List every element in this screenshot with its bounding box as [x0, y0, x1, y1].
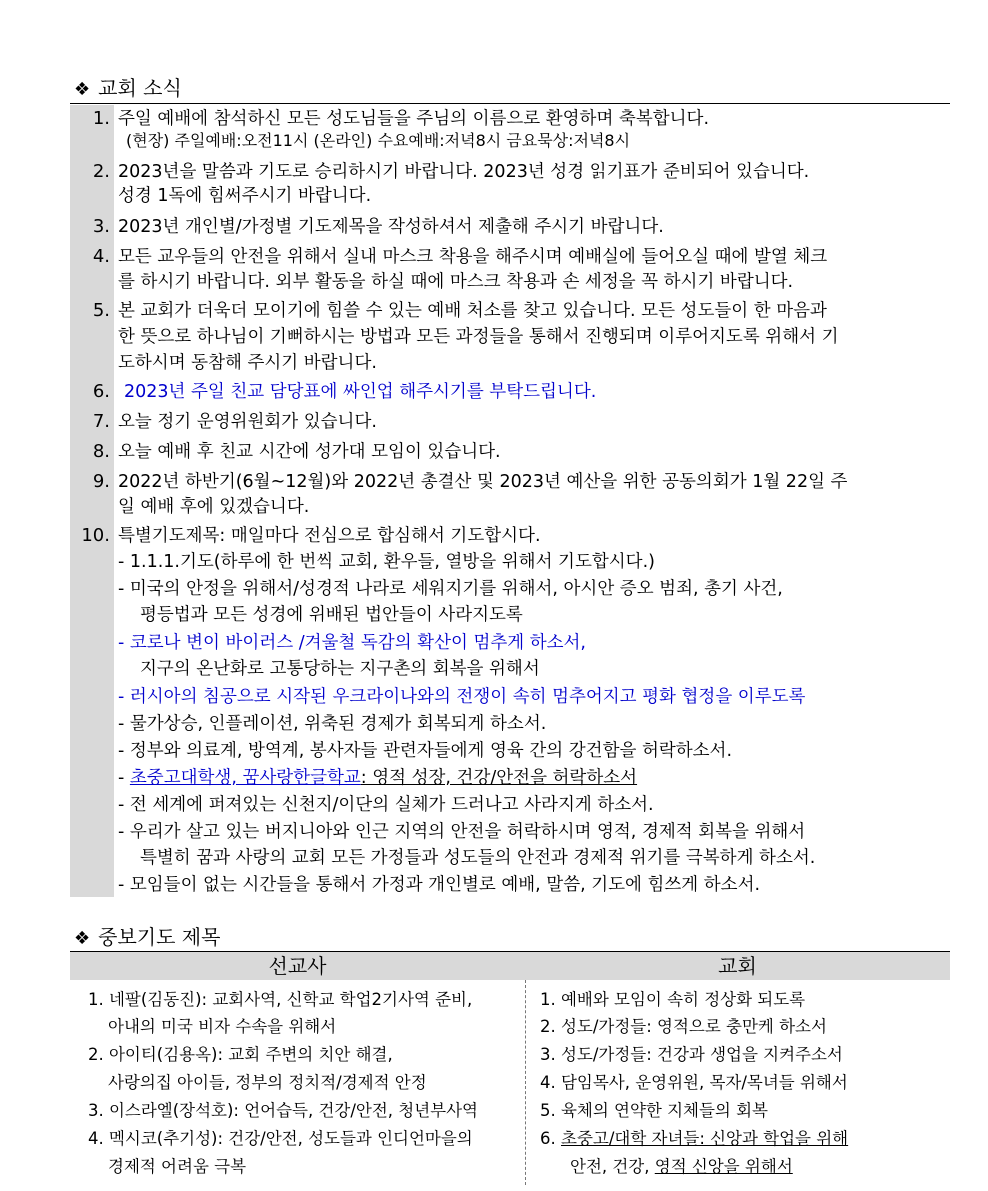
- prayer-line: - 물가상승, 인플레이션, 위축된 경제가 회복되게 하소서.: [118, 714, 547, 734]
- news-item-5-line-2: 한 뜻으로 하나님이 기뻐하시는 방법과 모든 과정들을 통해서 진행되며 이루어지도록 위해서 기: [118, 327, 839, 347]
- missionary-column-header: 선교사: [268, 954, 327, 978]
- item-number: 9.: [92, 471, 110, 492]
- diamond-bullet-icon: ❖: [74, 79, 91, 100]
- prayer-line-mixed: [118, 767, 637, 789]
- church-item: 4. 담임목사, 운영위원, 목자/목녀들 위해서: [540, 1073, 848, 1092]
- news-item-9-line-1: 2022년 하반기(6월~12월)와 2022년 총결산 및 2023년 예산을 위한 공동의회가 1월 22일 주: [118, 472, 848, 492]
- prayer-line: - 미국의 안정을 위해서/성경적 나라로 세워지기를 위해서, 아시안 증오 범죄, 총기 사건,: [118, 579, 783, 599]
- students-school-link-text: 초중고대학생, 꿈사랑한글학교: [129, 768, 361, 788]
- students-school-rest: : 영적 성장, 건강/안전을 허락하소서: [360, 768, 638, 788]
- news-item-1-line-2: (현장) 주일예배:오전11시 (온라인) 수요예배:저녁8시 금요묵상:저녁8시: [126, 131, 631, 150]
- prayer-title-text: 중보기도 제목: [98, 925, 221, 949]
- missionary-item: 경제적 어려움 극복: [108, 1157, 247, 1176]
- prayer-line: - 우리가 살고 있는 버지니아와 인근 지역의 안전을 허락하시며 영적, 경제적 회복을 위해서: [118, 822, 806, 842]
- missionary-item: 4. 멕시코(추기성): 건강/안전, 성도들과 인디언마을의: [88, 1129, 473, 1148]
- missionary-item: 2. 아이티(김용옥): 교회 주변의 치안 해결,: [88, 1045, 393, 1064]
- news-item-5-line-3: 도하시며 동참해 주시기 바랍니다.: [118, 353, 377, 373]
- news-item-9-line-2: 일 예배 후에 있겠습니다.: [118, 497, 310, 517]
- church-item-6-underlined: 영적 신앙을 위해서: [654, 1157, 793, 1176]
- prayer-line: - 전 세계에 퍼져있는 신천지/이단의 실체가 드러나고 사라지게 하소서.: [118, 795, 654, 815]
- dash-prefix: -: [118, 768, 130, 788]
- prayer-line: 평등법과 모든 성경에 위배된 법안들이 사라지도록: [140, 605, 523, 625]
- news-item-2-line-2: 성경 1독에 힘써주시기 바랍니다.: [118, 186, 372, 206]
- church-item-mixed: [540, 1128, 848, 1150]
- church-item: 5. 육체의 연약한 지체들의 회복: [540, 1101, 768, 1120]
- missionary-item: 아내의 미국 비자 수속을 위해서: [108, 1017, 337, 1036]
- item-number: 7.: [92, 411, 110, 432]
- news-item-1-line-1: 주일 예배에 참석하신 모든 성도님들을 주님의 이름으로 환영하며 축복합니다.: [118, 109, 710, 129]
- church-item-6-number: 6.: [540, 1129, 561, 1148]
- prayer-line: - 러시아의 침공으로 시작된 우크라이나와의 전쟁이 속히 멈추어지고 평화 협정을 이루도록: [118, 687, 806, 707]
- church-item-6-text: 초중고/대학 자녀들: 신앙과 학업을 위해: [561, 1129, 849, 1148]
- item-number: 3.: [92, 216, 110, 237]
- prayer-line: 지구의 온난화로 고통당하는 지구촌의 회복을 위해서: [140, 659, 540, 679]
- diamond-bullet-icon: ❖: [74, 928, 91, 949]
- item-number: 10.: [81, 525, 110, 546]
- news-item-6-line-1: 2023년 주일 친교 담당표에 싸인업 해주시기를 부탁드립니다.: [124, 382, 597, 402]
- news-section-title: [74, 76, 182, 102]
- news-item-4-line-1: 모든 교우들의 안전을 위해서 실내 마스크 착용을 해주시며 예배실에 들어오실 때에 발열 체크: [118, 247, 828, 267]
- news-item-8-line-1: 오늘 예배 후 친교 시간에 성가대 모임이 있습니다.: [118, 442, 501, 462]
- prayer-section-title: [74, 925, 220, 951]
- prayer-line: - 정부와 의료계, 방역계, 봉사자들 관련자들에게 영육 간의 강건함을 허락하소서.: [118, 741, 733, 761]
- item-number: 6.: [92, 381, 110, 402]
- church-item-mixed: [570, 1156, 793, 1178]
- missionary-item: 3. 이스라엘(장석호): 언어습득, 건강/안전, 청년부사역: [88, 1101, 478, 1120]
- column-divider: [525, 980, 526, 1185]
- item-number: 5.: [92, 300, 110, 321]
- item-number: 4.: [92, 246, 110, 267]
- news-item-10-line-1: 특별기도제목: 매일마다 전심으로 합심해서 기도합시다.: [118, 526, 541, 546]
- prayer-line: - 1.1.1.기도(하루에 한 번씩 교회, 환우들, 열방을 위해서 기도합시다.): [118, 552, 655, 572]
- church-item: 3. 성도/가정들: 건강과 생업을 지켜주소서: [540, 1045, 843, 1064]
- item-number: 1.: [92, 108, 110, 129]
- news-title-text: 교회 소식: [98, 76, 182, 100]
- news-item-7-line-1: 오늘 정기 운영위원회가 있습니다.: [118, 412, 377, 432]
- prayer-line: - 코로나 변이 바이러스 /겨울철 독감의 확산이 멈추게 하소서,: [118, 633, 586, 653]
- church-item-6-cont: 안전, 건강,: [570, 1157, 655, 1176]
- news-top-rule: [70, 103, 950, 104]
- missionary-item: 사랑의집 아이들, 정부의 정치적/경제적 안정: [108, 1073, 427, 1092]
- news-item-2-line-1: 2023년을 말씀과 기도로 승리하시기 바랍니다. 2023년 성경 읽기표가 준비되어 있습니다.: [118, 162, 810, 182]
- news-item-3-line-1: 2023년 개인별/가정별 기도제목을 작성하셔서 제출해 주시기 바랍니다.: [118, 217, 664, 237]
- missionary-item: 1. 네팔(김동진): 교회사역, 신학교 학업2기사역 준비,: [88, 990, 473, 1009]
- prayer-line: 특별히 꿈과 사랑의 교회 모든 가정들과 성도들의 안전과 경제적 위기를 극복하게 하소서.: [140, 848, 816, 868]
- prayer-line: - 모임들이 없는 시간들을 통해서 가정과 개인별로 예배, 말씀, 기도에 힘쓰게 하소서.: [118, 875, 761, 895]
- church-item: 1. 예배와 모임이 속히 정상화 되도록: [540, 990, 806, 1009]
- item-number: 2.: [92, 161, 110, 182]
- news-item-4-line-2: 를 하시기 바랍니다. 외부 활동을 하실 때에 마스크 착용과 손 세정을 꼭 하시기 바랍니다.: [118, 272, 794, 292]
- item-number: 8.: [92, 441, 110, 462]
- news-item-5-line-1: 본 교회가 더욱더 모이기에 힘쓸 수 있는 예배 처소를 찾고 있습니다. 모든 성도들이 한 마음과: [118, 301, 827, 321]
- church-item: 2. 성도/가정들: 영적으로 충만케 하소서: [540, 1017, 827, 1036]
- church-column-header: 교회: [718, 954, 757, 978]
